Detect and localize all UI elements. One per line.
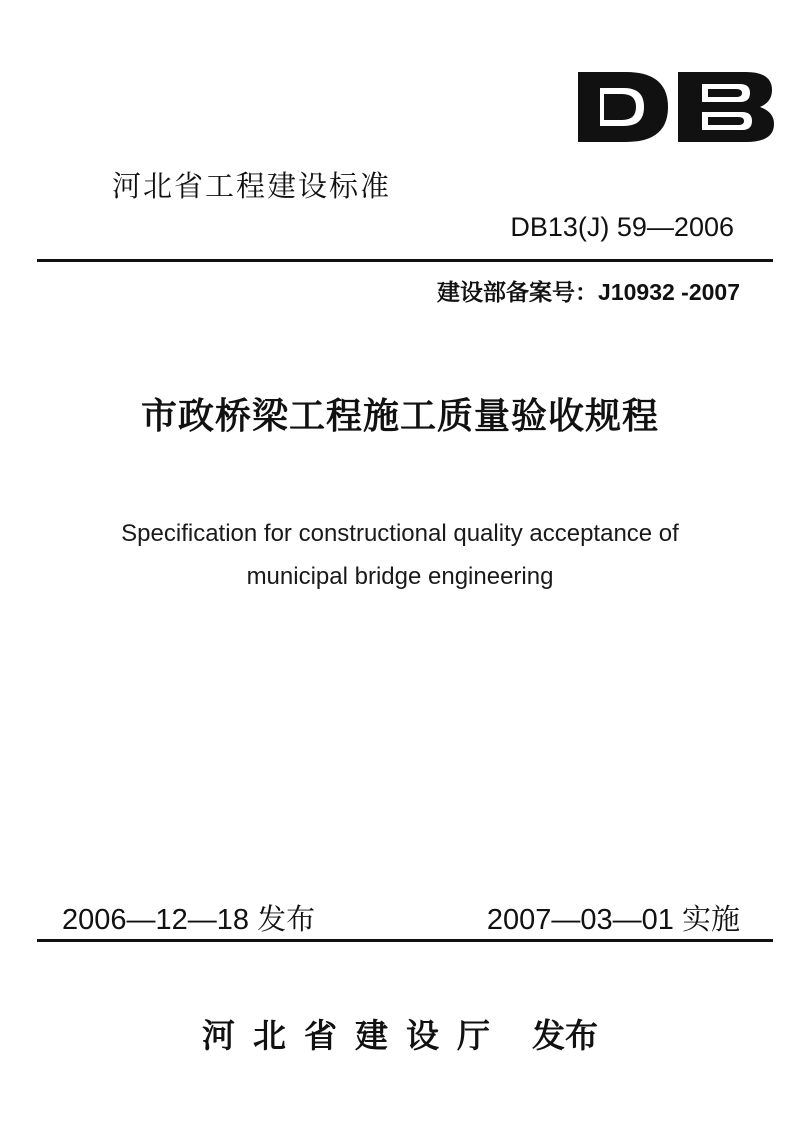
- filing-number: 建设部备案号：J10932 -2007: [437, 279, 740, 305]
- title-chinese: 市政桥梁工程施工质量验收规程: [140, 395, 659, 437]
- issuer: 河北省工程建设标准: [112, 171, 392, 203]
- top-divider: [37, 259, 773, 262]
- title-english-line-2: municipal bridge engineering: [246, 563, 554, 590]
- publisher-action: 发布: [532, 1017, 598, 1054]
- publish-date: 2006—12—18 发布: [62, 904, 316, 936]
- publisher: [0, 1010, 800, 1057]
- implement-date: 2007—03—01 实施: [486, 904, 740, 936]
- standard-code: DB13(J) 59—2006: [510, 212, 734, 242]
- title-english-line-1: Specification for constructional quality acceptance of: [121, 520, 679, 547]
- bottom-divider: [37, 939, 773, 942]
- publisher-org: 河北省建设厅: [202, 1017, 508, 1054]
- db-logo: [574, 66, 778, 148]
